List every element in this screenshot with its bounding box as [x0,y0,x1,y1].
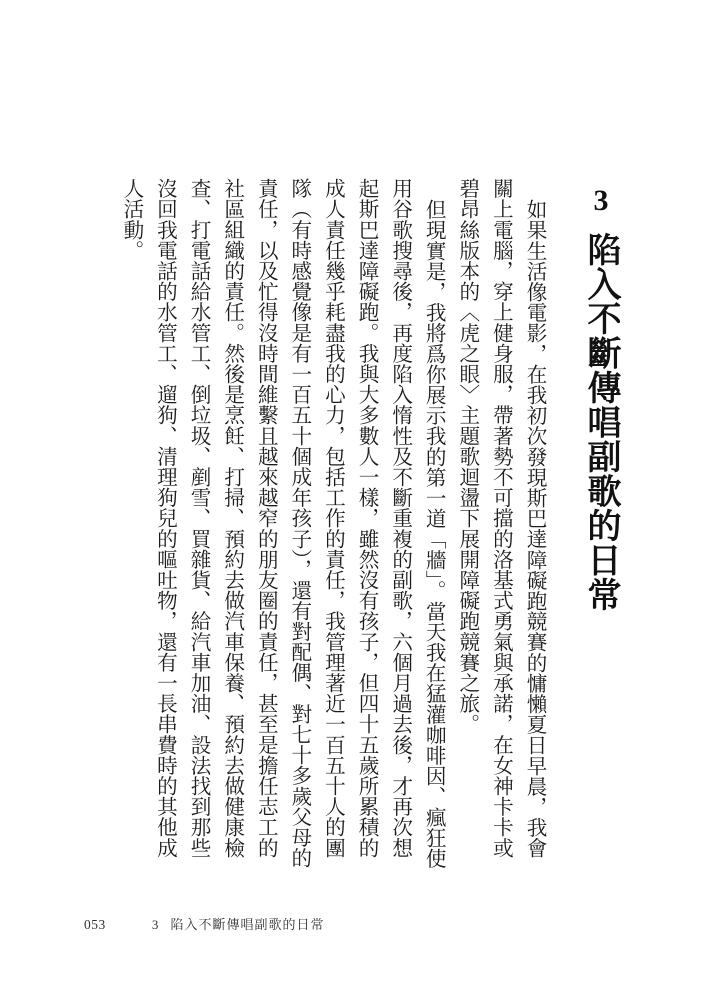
page-number: 053 [84,917,106,932]
chapter-title: 陷入不斷傳唱副歌的日常 [581,232,621,612]
paragraph-2: 但現實是，我將爲你展示我的第一道「牆」。當天我在猛灌咖啡因、瘋狂使用谷歌搜尋後，再度陷入惰性及不斷重複的副歌，六個月過去後，才再次想起斯巴達障礙跑。我與大多數人一樣，雖然沒有孩子，但四十五歲所累積的成人責任幾乎耗盡我的心力，包括工作的責任，我管理著近一百五十人的團隊（有時感覺像是有一百五十個成年孩子），還有對配偶、對七十多歲父母的責任，以及忙得沒時間維繫且越來越窄的朋友圈的責任，甚至是擔任志工的社區組織的責任。然後是烹飪、打掃、預約去做汽車保養、預約去做健康檢查、打電話給水管工、倒垃圾、剷雪、買雜貨、給汽車加油、設法找到那些沒回我電話的水管工、遛狗、清理狗兒的嘔吐物，還有一長串費時的其他成人活動。 [119,178,447,869]
chapter-number: 3 [593,184,609,217]
running-chapter-number: 3 [151,917,159,932]
body-text [114,178,551,878]
running-title: 陷入不斷傳唱副歌的日常 [170,918,325,933]
page-footer [84,914,325,933]
paragraph-1: 如果生活像電影，在我初次發現斯巴達障礙跑競賽的慵懶夏日早晨，我會關上電腦，穿上健身服，帶著勢不可擋的洛基式勇氣與承諾，在女神卡卡或碧昂絲版本的〈虎之眼〉主題歌迴盪下展開障礙跑競賽之旅。 [455,178,547,858]
